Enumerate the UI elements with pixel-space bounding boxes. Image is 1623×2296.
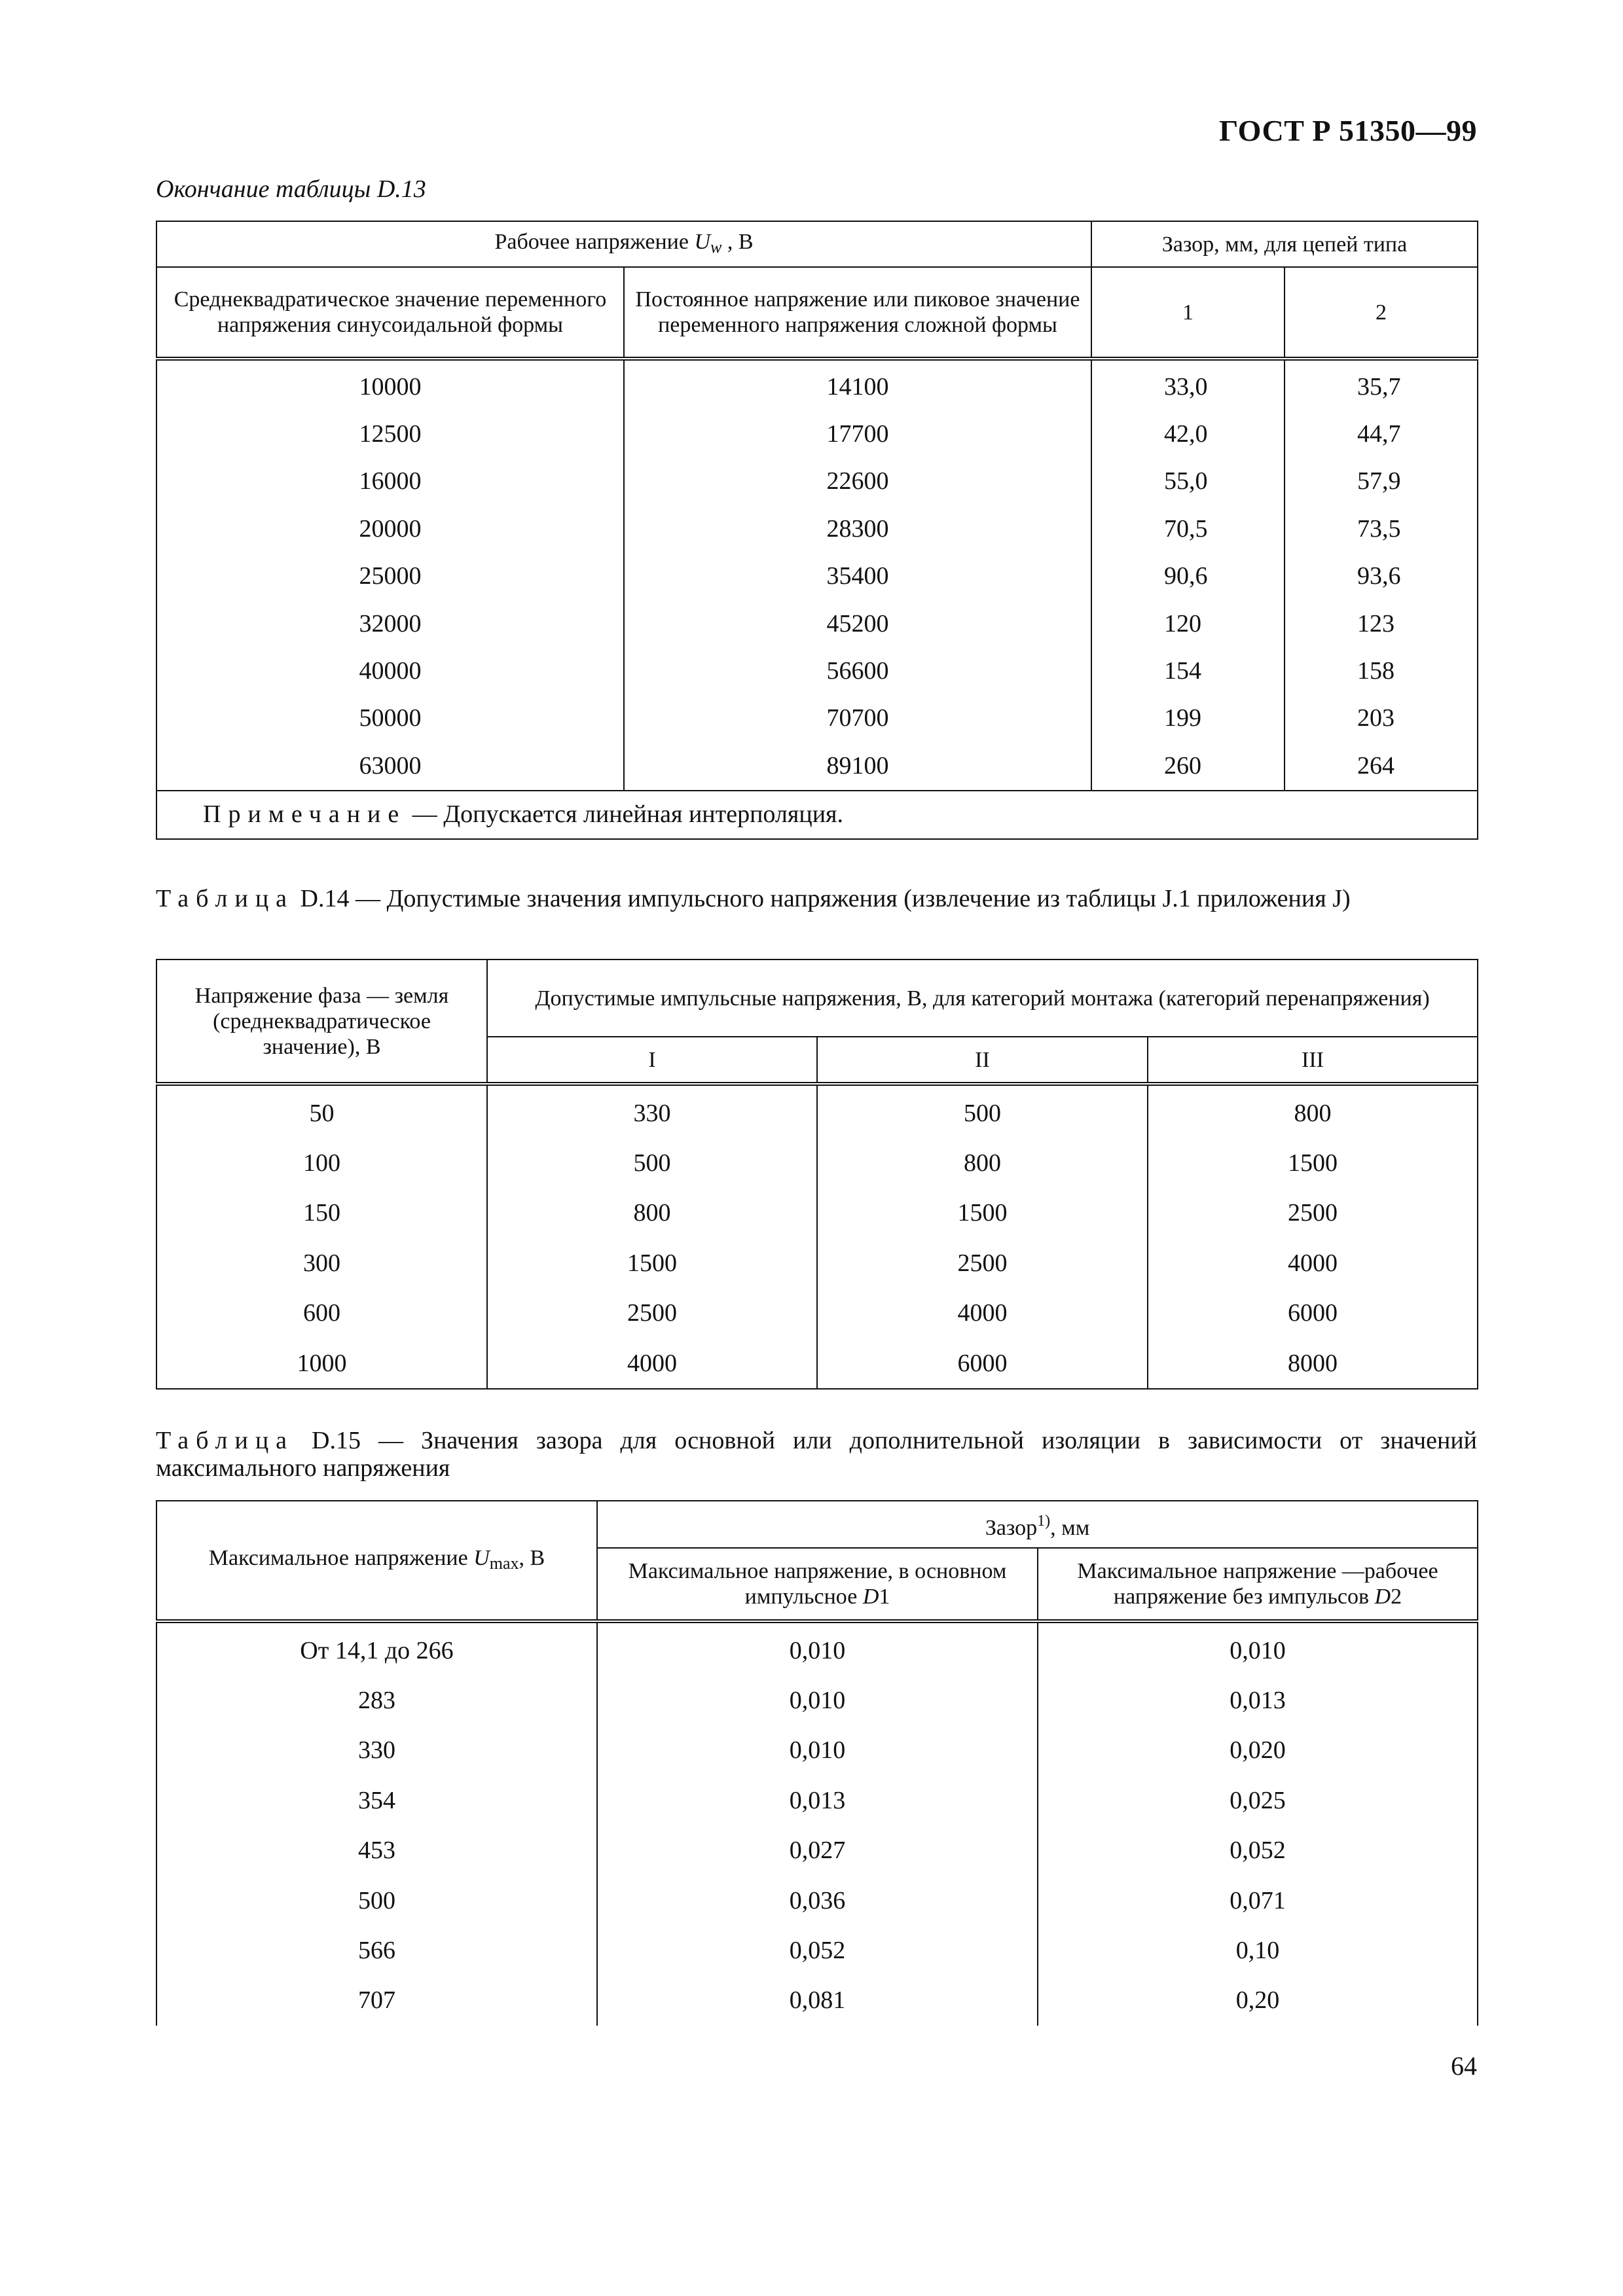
- table-cell: 500: [156, 1876, 597, 1926]
- table-cell: 17700: [624, 410, 1091, 457]
- header-d2: Максимальное напряжение —рабочее напряжение без импульсов D2: [1038, 1548, 1478, 1621]
- table-row: [156, 742, 1478, 790]
- table-cell: 0,20: [1038, 1976, 1478, 2026]
- table-cell: 100: [156, 1138, 487, 1188]
- table-cell: 6000: [817, 1338, 1148, 1389]
- table-cell: 70700: [624, 695, 1091, 742]
- header-max-voltage: Максимальное напряжение $U_{max}$, В: [156, 1501, 597, 1621]
- table-cell: 1500: [817, 1189, 1148, 1238]
- table-cell: 0,081: [597, 1976, 1038, 2026]
- table-cell: 330: [156, 1726, 597, 1776]
- table-cell: 56600: [624, 647, 1091, 694]
- table-row: [156, 1826, 1478, 1876]
- table-cell: 300: [156, 1238, 487, 1288]
- table-cell: 1000: [156, 1338, 487, 1389]
- table-cell: 0,013: [1038, 1676, 1478, 1725]
- table-d14-caption: Таблица D.14 — Допустимые значения импульсного напряжения (извлечение из таблицы J.1 приложения J): [156, 885, 1351, 912]
- table-row: [156, 553, 1478, 600]
- table-cell: 800: [1148, 1084, 1478, 1138]
- table-row: [156, 1876, 1478, 1926]
- table-cell: 4000: [487, 1338, 817, 1389]
- table-cell: 158: [1285, 647, 1478, 694]
- header-dc-voltage: Постоянное напряжение или пиковое значение переменного напряжения сложной формы: [624, 267, 1091, 359]
- table-cell: 28300: [624, 505, 1091, 552]
- table-d15-caption: Таблица D.15 — Значения зазора для основной или дополнительной изоляции в зависимости от значений максимального напряжения: [156, 1427, 1477, 1482]
- table-cell: 0,010: [1038, 1621, 1478, 1676]
- table-cell: 89100: [624, 742, 1091, 790]
- table-cell: 0,027: [597, 1826, 1038, 1876]
- table-cell: 453: [156, 1826, 597, 1876]
- table-cell: 566: [156, 1926, 597, 1975]
- table-d14: [156, 959, 1478, 1390]
- table-cell: 33,0: [1091, 359, 1285, 410]
- table-cell: 90,6: [1091, 553, 1285, 600]
- table-d13: [156, 221, 1478, 840]
- table-cell: 0,010: [597, 1726, 1038, 1776]
- table-row: [156, 1138, 1478, 1188]
- table-cell: 203: [1285, 695, 1478, 742]
- table-cell: 0,020: [1038, 1726, 1478, 1776]
- table-row: [156, 1621, 1478, 1676]
- table-row: [156, 1189, 1478, 1238]
- table-row: [156, 647, 1478, 694]
- header-clearance: Зазор, мм, для цепей типа: [1091, 221, 1478, 267]
- table-cell: 55,0: [1091, 458, 1285, 505]
- table-cell: 154: [1091, 647, 1285, 694]
- table-row: [156, 695, 1478, 742]
- table-row: [156, 1976, 1478, 2026]
- header-category-2: II: [817, 1037, 1148, 1084]
- table-cell: 264: [1285, 742, 1478, 790]
- table-cell: 800: [487, 1189, 817, 1238]
- table-cell: 2500: [817, 1238, 1148, 1288]
- table-cell: От 14,1 до 266: [156, 1621, 597, 1676]
- table-cell: 0,071: [1038, 1876, 1478, 1926]
- table-cell: 199: [1091, 695, 1285, 742]
- table-row: [156, 600, 1478, 647]
- table-row: [156, 505, 1478, 552]
- table-note: Примечание — Допускается линейная интерполяция.: [156, 791, 1478, 839]
- table-cell: 0,013: [597, 1776, 1038, 1825]
- table-cell: 42,0: [1091, 410, 1285, 457]
- table-d13-continuation-caption: Окончание таблицы D.13: [156, 175, 426, 203]
- table-row: [156, 1289, 1478, 1338]
- table-cell: 32000: [156, 600, 624, 647]
- header-impulse-voltages: Допустимые импульсные напряжения, В, для категорий монтажа (категорий перенапряжения): [487, 960, 1478, 1037]
- table-cell: 16000: [156, 458, 624, 505]
- table-cell: 2500: [1148, 1189, 1478, 1238]
- table-row: [156, 1676, 1478, 1725]
- page-number: 64: [1451, 2051, 1477, 2081]
- table-row: [156, 1238, 1478, 1288]
- table-cell: 0,052: [1038, 1826, 1478, 1876]
- document-code: ГОСТ Р 51350—99: [1219, 114, 1477, 147]
- table-cell: 4000: [817, 1289, 1148, 1338]
- table-cell: 283: [156, 1676, 597, 1725]
- table-cell: 63000: [156, 742, 624, 790]
- header-phase-voltage: Напряжение фаза — земля (среднеквадратическое значение), В: [156, 960, 487, 1084]
- table-row: [156, 359, 1478, 410]
- table-cell: 40000: [156, 647, 624, 694]
- table-cell: 35400: [624, 553, 1091, 600]
- header-clearance: Зазор$^{1)}$, мм: [597, 1501, 1478, 1548]
- table-cell: 500: [487, 1138, 817, 1188]
- table-cell: 1500: [1148, 1138, 1478, 1188]
- table-cell: 6000: [1148, 1289, 1478, 1338]
- table-cell: 20000: [156, 505, 624, 552]
- table-cell: 500: [817, 1084, 1148, 1138]
- table-cell: 260: [1091, 742, 1285, 790]
- table-cell: 707: [156, 1976, 597, 2026]
- table-row: [156, 1926, 1478, 1975]
- table-cell: 2500: [487, 1289, 817, 1338]
- header-circuit-type-1: 1: [1091, 267, 1285, 359]
- table-cell: 8000: [1148, 1338, 1478, 1389]
- table-cell: 50000: [156, 695, 624, 742]
- table-row: [156, 458, 1478, 505]
- table-cell: 10000: [156, 359, 624, 410]
- table-row: [156, 1726, 1478, 1776]
- table-cell: 330: [487, 1084, 817, 1138]
- table-cell: 45200: [624, 600, 1091, 647]
- table-cell: 14100: [624, 359, 1091, 410]
- header-d1: Максимальное напряжение, в основном импульсное D1: [597, 1548, 1038, 1621]
- table-cell: 93,6: [1285, 553, 1478, 600]
- table-d15: [156, 1500, 1478, 2026]
- table-cell: 22600: [624, 458, 1091, 505]
- header-circuit-type-2: 2: [1285, 267, 1478, 359]
- table-cell: 0,10: [1038, 1926, 1478, 1975]
- table-row: [156, 410, 1478, 457]
- table-cell: 123: [1285, 600, 1478, 647]
- header-rms-voltage: Среднеквадратическое значение переменного напряжения синусоидальной формы: [156, 267, 624, 359]
- table-cell: 600: [156, 1289, 487, 1338]
- table-cell: 800: [817, 1138, 1148, 1188]
- table-cell: 70,5: [1091, 505, 1285, 552]
- table-cell: 57,9: [1285, 458, 1478, 505]
- table-cell: 50: [156, 1084, 487, 1138]
- table-cell: 0,025: [1038, 1776, 1478, 1825]
- table-cell: 0,052: [597, 1926, 1038, 1975]
- table-cell: 0,010: [597, 1676, 1038, 1725]
- table-cell: 73,5: [1285, 505, 1478, 552]
- table-cell: 44,7: [1285, 410, 1478, 457]
- table-row: [156, 1338, 1478, 1389]
- table-cell: 4000: [1148, 1238, 1478, 1288]
- header-category-1: I: [487, 1037, 817, 1084]
- header-working-voltage: Рабочее напряжение $U_w$ , В: [156, 221, 1091, 267]
- table-cell: 12500: [156, 410, 624, 457]
- table-cell: 25000: [156, 553, 624, 600]
- header-category-3: III: [1148, 1037, 1478, 1084]
- table-cell: 1500: [487, 1238, 817, 1288]
- table-row: [156, 1084, 1478, 1138]
- table-row: [156, 1776, 1478, 1825]
- table-cell: 0,036: [597, 1876, 1038, 1926]
- table-cell: 354: [156, 1776, 597, 1825]
- table-cell: 120: [1091, 600, 1285, 647]
- table-cell: 0,010: [597, 1621, 1038, 1676]
- table-cell: 35,7: [1285, 359, 1478, 410]
- table-cell: 150: [156, 1189, 487, 1238]
